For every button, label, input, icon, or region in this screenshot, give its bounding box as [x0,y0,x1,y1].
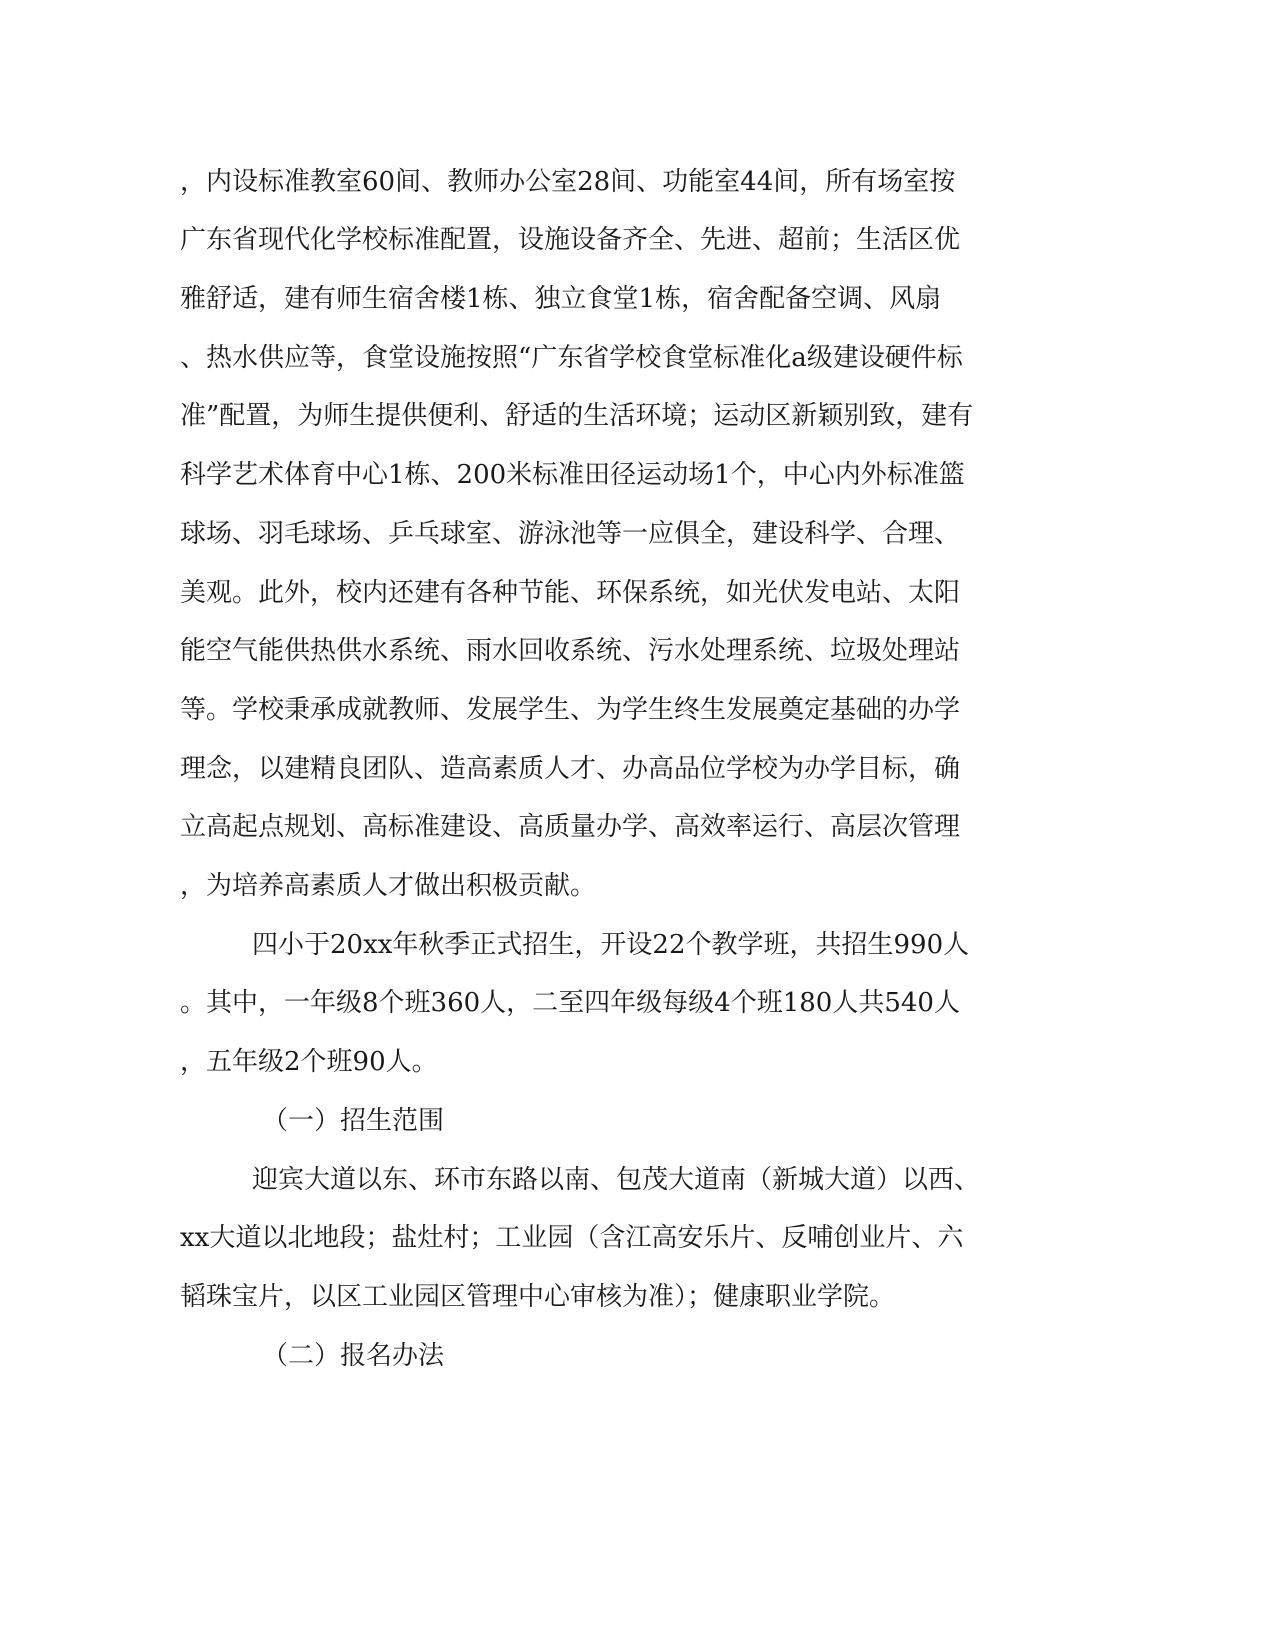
paragraph-line: 立高起点规划、高标准建设、高质量办学、高效率运行、高层次管理 [180,812,961,842]
paragraph-line: 美观。此外，校内还建有各种节能、环保系统，如光伏发电站、太阳 [180,578,961,608]
paragraph-line: 雅舒适，建有师生宿舍楼1栋、独立食堂1栋，宿舍配备空调、风扇 [180,284,942,314]
section-heading: （二）报名办法 [262,1341,445,1371]
paragraph-line: 、热水供应等，食堂设施按照“广东省学校食堂标准化a级建设硬件标 [180,343,963,373]
paragraph-line: xx大道以北地段；盐灶村；工业园（含江高安乐片、反哺创业片、六 [180,1223,964,1253]
paragraph-line: ，五年级2个班90人。 [180,1047,438,1077]
paragraph-line: 理念，以建精良团队、造高素质人才、办高品位学校为办学目标，确 [180,754,961,784]
paragraph-line: 。其中，一年级8个班360人，二至四年级每级4个班180人共540人 [180,988,960,1018]
paragraph-line: 等。学校秉承成就教师、发展学生、为学生终生发展奠定基础的办学 [180,695,961,725]
paragraph-line: ，为培养高素质人才做出积极贡献。 [180,871,597,901]
paragraph-line: 韬珠宝片，以区工业园区管理中心审核为准）；健康职业学院。 [180,1282,896,1312]
paragraph-line: 四小于20xx年秋季正式招生，开设22个教学班，共招生990人 [252,930,970,960]
paragraph-line: 准”配置，为师生提供便利、舒适的生活环境；运动区新颖别致，建有 [180,401,974,431]
paragraph-line: 科学艺术体育中心1栋、200米标准田径运动场1个，中心内外标准篮 [180,460,965,490]
section-heading: （一）招生范围 [262,1106,445,1136]
paragraph-line: 球场、羽毛球场、乒乓球室、游泳池等一应俱全，建设科学、合理、 [180,519,961,549]
paragraph-line: 广东省现代化学校标准配置，设施设备齐全、先进、超前；生活区优 [180,225,961,255]
paragraph-line: ，内设标准教室60间、教师办公室28间、功能室44间，所有场室按 [180,167,956,197]
paragraph-line: 能空气能供热供水系统、雨水回收系统、污水处理系统、垃圾处理站 [180,636,961,666]
paragraph-line: 迎宾大道以东、环市东路以南、包茂大道南（新城大道）以西、 [252,1165,981,1195]
